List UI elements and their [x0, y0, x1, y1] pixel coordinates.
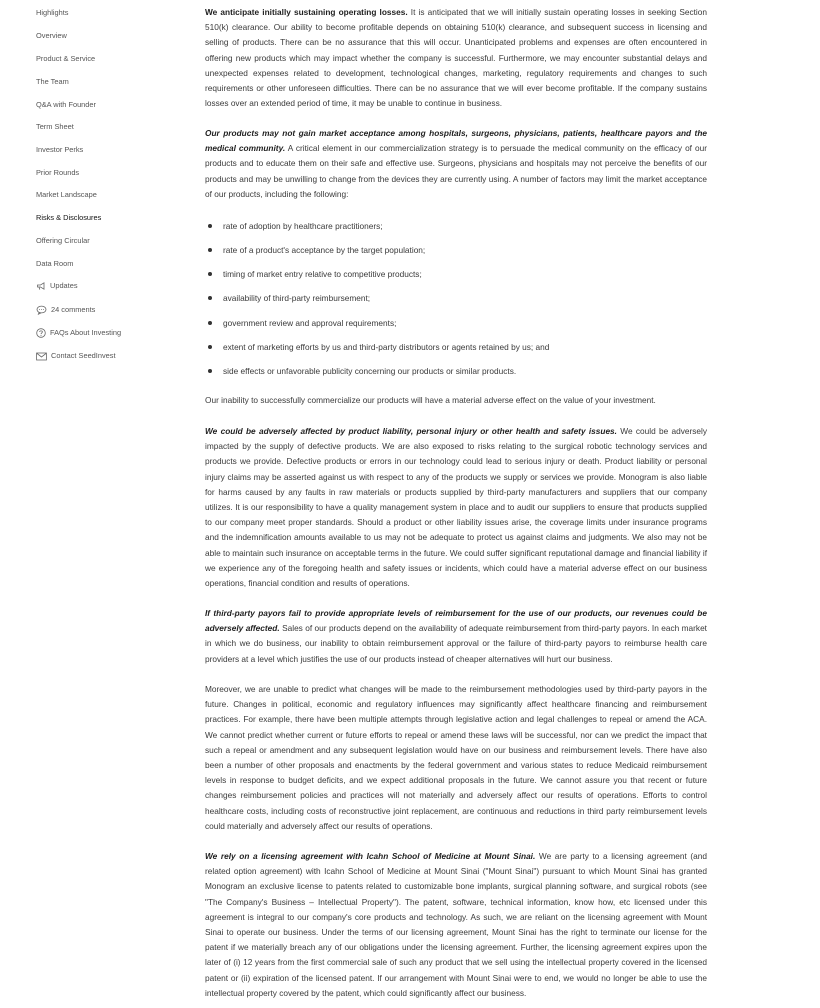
list-item: government review and approval requirements; — [223, 318, 397, 328]
nav-highlights[interactable]: Highlights — [36, 8, 69, 17]
list-item: extent of marketing efforts by us and third-party distributors or agents retained by us; and — [223, 342, 550, 352]
nav-data-room[interactable]: Data Room — [36, 259, 74, 268]
risk-paragraph-reimbursement — [205, 606, 707, 667]
sidebar-nav — [0, 0, 190, 1008]
nav-product-service[interactable]: Product & Service — [36, 54, 96, 63]
question-circle-icon — [36, 328, 46, 338]
list-item: side effects or unfavorable publicity concerning our products or similar products. — [223, 366, 517, 376]
speech-bubble-icon — [36, 305, 47, 315]
list-item: rate of adoption by healthcare practitioners; — [223, 221, 383, 231]
list-item: availability of third-party reimbursement; — [223, 293, 371, 303]
list-item: rate of a product's acceptance by the target population; — [223, 245, 426, 255]
nav-qa-with-founder[interactable]: Q&A with Founder — [36, 100, 96, 109]
list-item: timing of market entry relative to competitive products; — [223, 269, 422, 279]
risk-body: Moreover, we are unable to predict what changes will be made to the reimbursement methodologies used by third-party payors in the future. Changes in political, economic and regulatory influences may significantly affect healthcare financing and reimbursement practices. For example, there have been multiple attempts through legislative action and legal challenges to repeal or amend the ACA. We cannot predict whether current or future efforts to repeal or amend these laws will be successful, nor can we predict the impact that such a repeal or amendment and any subsequent legislation would have on our business and reimbursement levels. There have also been a number of other proposals and enactments by the federal government and various states to reduce Medicaid reimbursement levels in response to budget deficits, and we expect additional proposals in the future. We cannot assure you that recent or future changes reimbursement policies and practices will not materially and adversely affect our results of operations. Efforts to control healthcare costs, including costs of reconstructive joint replacement, are continuous and reductions in third party reimbursement levels could materially and adversely affect our results of operations. — [205, 684, 707, 831]
risk-body: It is anticipated that we will initially sustain operating losses in seeking Section 510(k) clearance. Our ability to become profitable depends on obtaining 510(k) clearance, and subsequent success in licensing and selling of products. There can be no assurance that this will occur. Unanticipated problems and expenses are often encountered in offering new products which may impact whether the company is successful. Furthermore, we may encounter substantial delays and unexpected expenses related to development, technological changes, marketing, regulatory requirements and changes to such requirements or other unforeseen difficulties. There can be no assurance that we will ever become profitable. If the company sustains losses over an extended period of time, it may be unable to continue in business. — [205, 7, 707, 109]
nav-term-sheet[interactable]: Term Sheet — [36, 122, 74, 131]
nav-offering-circular[interactable]: Offering Circular — [36, 236, 90, 245]
risk-paragraph-licensing-agreement — [205, 849, 707, 1001]
risk-body: We could be adversely impacted by the supply of defective products. We are also exposed to risks relating to the surgical robotic technology services and products we provide. Defective products or errors in our technology could lead to serious injury or death. Product liability or personal injury claims may be asserted against us with respect to any of the products we supply or services we provide. Monogram is also liable for harms caused by any faults in raw materials or products supplied by third-party manufacturers and suppliers that our company utilizes. It is our responsibility to have a quality management system in place and to audit our suppliers to ensure that products supplied to our company meet proper standards. Should a product or other liability issues arise, the coverage limits under insurance programs and the indemnification amounts available to us may not be adequate to protect us against claims and judgments. We also may not be able to maintain such insurance on acceptable terms in the future. We could suffer significant reputational damage and financial liability if we experience any of the foregoing health and safety issues or incidents, which could have a material adverse effect on our business operations, financial condition and results of operations. — [205, 426, 707, 589]
nav-the-team[interactable]: The Team — [36, 77, 69, 86]
nav-risks-disclosures[interactable]: Risks & Disclosures — [36, 213, 102, 222]
risk-heading: Our products may not gain market acceptance among hospitals, surgeons, physicians, patients, healthcare payors and the medical community. — [205, 128, 707, 154]
contact-label: Contact SeedInvest — [51, 351, 116, 360]
megaphone-icon — [36, 281, 46, 291]
updates-label: Updates — [50, 281, 78, 290]
risk-paragraph-product-liability — [205, 424, 707, 591]
envelope-icon — [36, 352, 47, 361]
nav-updates[interactable] — [36, 281, 78, 291]
risk-paragraph-reimbursement-changes — [205, 682, 707, 834]
risk-paragraph-market-acceptance — [205, 126, 707, 202]
risk-paragraph-commercialize — [205, 393, 707, 408]
nav-comments[interactable] — [36, 305, 95, 315]
risk-paragraph-operating-losses — [205, 5, 707, 111]
risk-body: Sales of our products depend on the availability of adequate reimbursement from third-party payors. In each market in which we do business, our inability to obtain reimbursement approval or the failure of third-party payors to reimburse health care providers at a level which justifies the use of our products instead of cheaper alternatives will hurt our business. — [205, 623, 707, 664]
risk-body: A critical element in our commercialization strategy is to persuade the medical community on the efficacy of our products and to educate them on their safe and effective use. Surgeons, physicians and hospitals may not perceive the benefits of our products and may be unwilling to change from the devices they are currently using. A number of factors may limit the market acceptance of our products, including the following: — [205, 143, 707, 199]
risk-heading: We could be adversely affected by product liability, personal injury or other health and safety issues. — [205, 426, 617, 436]
nav-overview[interactable]: Overview — [36, 31, 67, 40]
risk-heading: If third-party payors fail to provide appropriate levels of reimbursement for the use of our products, our revenues could be adversely affected. — [205, 608, 707, 634]
nav-faqs[interactable] — [36, 328, 121, 338]
comments-label: 24 comments — [51, 305, 96, 314]
nav-investor-perks[interactable]: Investor Perks — [36, 145, 84, 154]
faqs-label: FAQs About Investing — [50, 328, 122, 337]
risk-body: We are party to a licensing agreement (and related option agreement) with Icahn School of Medicine at Mount Sinai ("Mount Sinai") pursuant to which Mount Sinai has granted Monogram an exclusive license to patents related to customizable bone implants, surgical planning software, and surgical robots (see "The Company's Business – Intellectual Property"). The patent, software, technical information, know how, etc licensed under this agreement is integral to our company's core products and technology. As such, we are reliant on the licensing agreement with Mount Sinai to operate our business. Under the terms of our licensing agreement, Mount Sinai has the right to terminate our license for the patent if we materially breach any of our obligations under the licensing agreement. Further, the licensing agreement expires upon the later of (i) 12 years from the first commercial sale of such any product that we sell using the intellectual property covered in the licensed patent or (ii) expiration of the licensed patent. If our arrangement with Mount Sinai were to end, we would no longer be able to use the intellectual property covered by the patent, which could significantly affect our business. — [205, 851, 707, 998]
risk-heading: We rely on a licensing agreement with Icahn School of Medicine at Mount Sinai. — [205, 851, 536, 861]
nav-market-landscape[interactable]: Market Landscape — [36, 190, 97, 199]
nav-contact[interactable] — [36, 351, 116, 361]
risk-heading: We anticipate initially sustaining operating losses. — [205, 7, 408, 17]
risk-body: Our inability to successfully commercialize our products will have a material adverse effect on the value of your investment. — [205, 395, 656, 405]
nav-prior-rounds[interactable]: Prior Rounds — [36, 168, 80, 177]
